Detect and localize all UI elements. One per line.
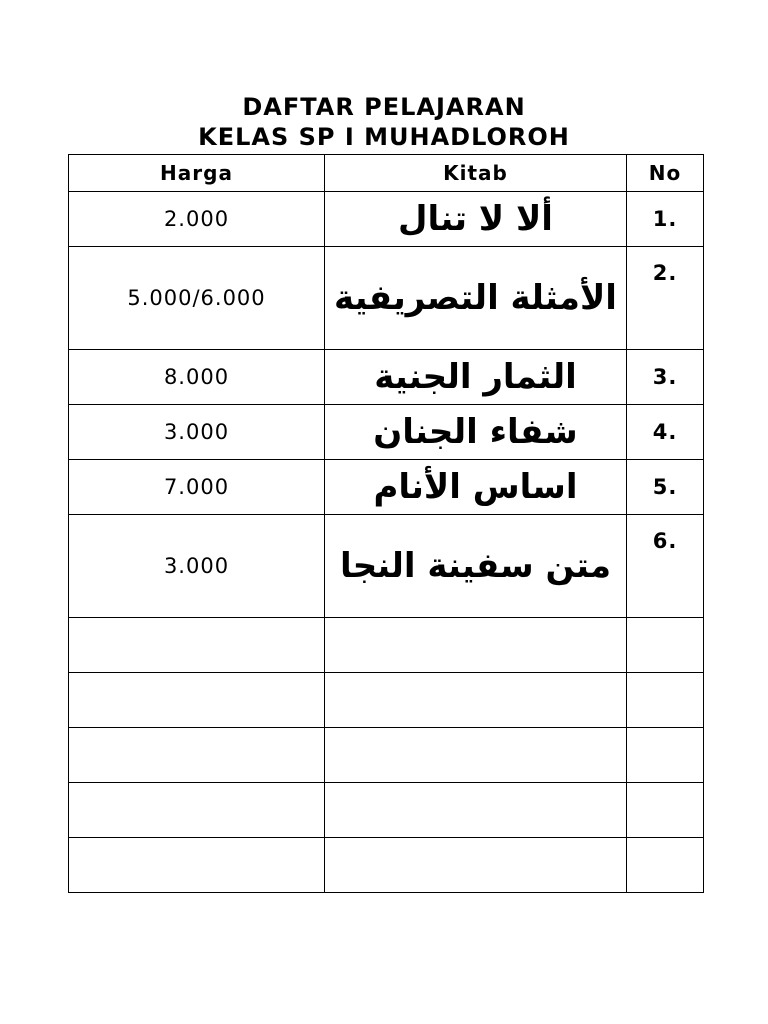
empty-cell: [325, 673, 627, 728]
lesson-price-table: [68, 154, 704, 893]
cell-kitab: اساس الأنام: [325, 460, 627, 515]
empty-cell: [69, 673, 325, 728]
cell-no: 1.: [627, 192, 704, 247]
table-header-row: [69, 155, 704, 192]
empty-cell: [627, 618, 704, 673]
table-row: [69, 515, 704, 618]
title-line-2: KELAS SP I MUHADLOROH: [198, 123, 570, 151]
header-no: No: [627, 155, 704, 192]
table-row: [69, 247, 704, 350]
empty-table-row: [69, 728, 704, 783]
empty-cell: [627, 838, 704, 893]
cell-kitab: ألا لا تنال: [325, 192, 627, 247]
title-line-1: DAFTAR PELAJARAN: [242, 93, 526, 121]
empty-cell: [69, 838, 325, 893]
empty-cell: [69, 783, 325, 838]
header-kitab: Kitab: [325, 155, 627, 192]
cell-harga: 5.000/6.000: [69, 247, 325, 350]
empty-cell: [69, 618, 325, 673]
table-row: [69, 405, 704, 460]
header-harga: Harga: [69, 155, 325, 192]
empty-cell: [325, 728, 627, 783]
cell-no: 2.: [627, 247, 704, 350]
empty-table-row: [69, 783, 704, 838]
table-row: [69, 460, 704, 515]
table-row: [69, 350, 704, 405]
cell-harga: 3.000: [69, 515, 325, 618]
cell-no: 3.: [627, 350, 704, 405]
cell-harga: 2.000: [69, 192, 325, 247]
empty-cell: [69, 728, 325, 783]
cell-no: 4.: [627, 405, 704, 460]
document-title: [0, 92, 768, 152]
empty-cell: [627, 783, 704, 838]
empty-table-row: [69, 618, 704, 673]
empty-cell: [325, 618, 627, 673]
empty-cell: [627, 728, 704, 783]
empty-table-row: [69, 673, 704, 728]
empty-cell: [325, 783, 627, 838]
cell-kitab: شفاء الجنان: [325, 405, 627, 460]
empty-cell: [627, 673, 704, 728]
cell-harga: 3.000: [69, 405, 325, 460]
empty-cell: [325, 838, 627, 893]
cell-no: 5.: [627, 460, 704, 515]
cell-no: 6.: [627, 515, 704, 618]
cell-kitab: الأمثلة التصريفية: [325, 247, 627, 350]
cell-kitab: الثمار الجنية: [325, 350, 627, 405]
table-row: [69, 192, 704, 247]
cell-kitab: متن سفينة النجا: [325, 515, 627, 618]
empty-table-row: [69, 838, 704, 893]
cell-harga: 8.000: [69, 350, 325, 405]
cell-harga: 7.000: [69, 460, 325, 515]
